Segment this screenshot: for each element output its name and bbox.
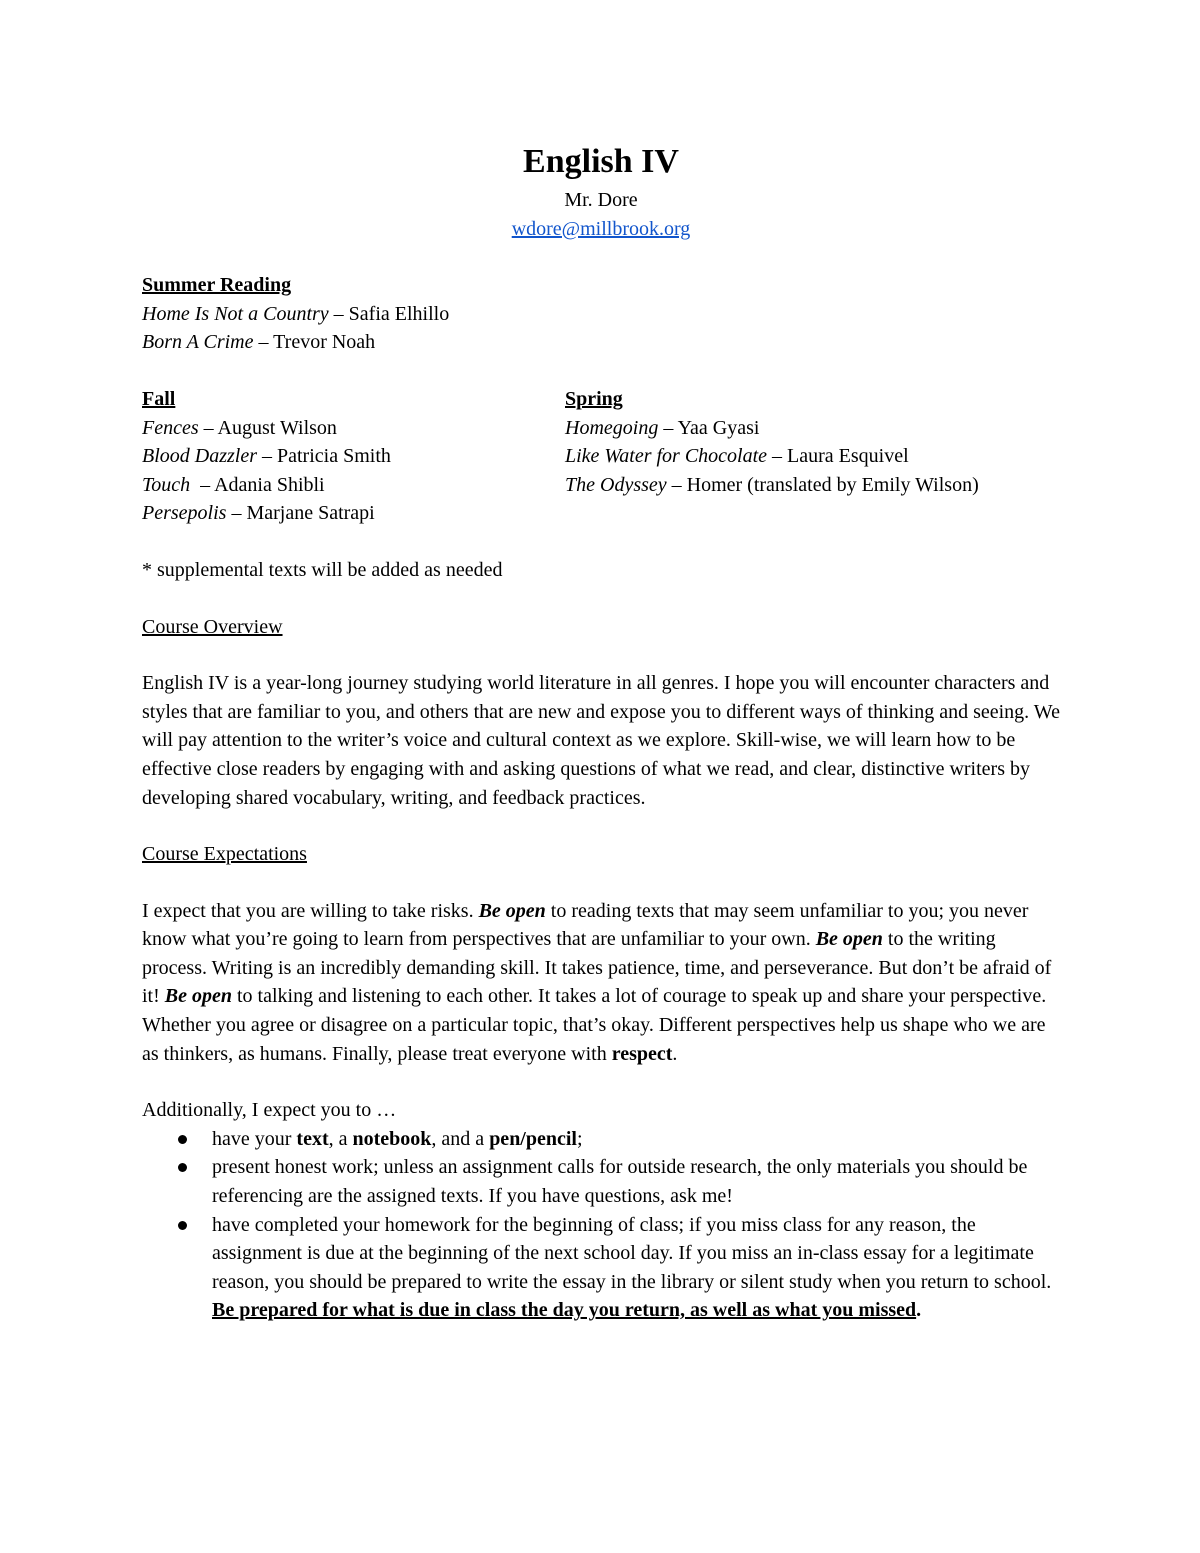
emphasis-notebook: notebook [352,1127,432,1150]
text-run: ; [576,1127,583,1150]
emphasis-be-prepared: Be prepared for what is due in class the day you return, as well as what you missed [212,1299,917,1322]
course-overview-body: English IV is a year-long journey studying world literature in all genres. I hope you will encounter characters and styles that are familiar to you, and others that are new and expose you to different ways of thinking and seeing. We will pay attention to the writer’s voice and cultural context as we explore. Skill-wise, we will learn how to be effective close readers by engaging with and asking questions of what we read, and clear, distinctive writers by developing shared vocabulary, writing, and feedback practices. [142,672,1060,809]
text-run: to the writing process. Writing is an incredibly demanding skill. It takes patience, time, and perseverance. But don’t be afraid of it! [142,928,1052,1008]
book-title: Touch [142,473,191,496]
text-run: . [672,1042,678,1065]
text-run: , a [328,1127,353,1150]
spring-section [565,385,1060,528]
author-name: Mr. Dore [564,189,638,211]
reading-item [565,471,1060,500]
emphasis-respect: respect [611,1042,673,1065]
book-author: – August Wilson [198,416,337,439]
course-expectations-heading: Course Expectations [142,843,307,866]
book-title: Blood Dazzler [142,445,257,468]
emphasis-pen-pencil: pen/pencil [489,1127,577,1150]
book-author: – Safia Elhillo [328,302,450,325]
book-title: Like Water for Chocolate [565,445,768,468]
course-overview-heading: Course Overview [142,615,283,638]
emphasis-be-open: Be open [478,899,546,922]
reading-item [142,328,1060,357]
additional-intro: Additionally, I expect you to … [142,1099,397,1122]
emphasis-text: text [296,1127,329,1150]
text-run: , and a [431,1127,490,1150]
list-item [142,1211,1060,1325]
book-author: – Trevor Noah [253,331,376,354]
list-item [142,1153,1060,1210]
reading-item [142,414,565,443]
book-author: – Laura Esquivel [767,445,909,468]
book-title: Home Is Not a Country [142,302,329,325]
bullet-icon [178,1221,187,1230]
text-run: . [916,1299,922,1322]
reading-item [142,300,1060,329]
list-item [142,1125,1060,1154]
bullet-icon [178,1135,187,1144]
book-author: – Yaa Gyasi [658,416,760,439]
book-author: – Marjane Satrapi [226,502,375,525]
reading-item [142,499,565,528]
fall-section [142,385,565,528]
text-run: have your [212,1127,297,1150]
book-title: The Odyssey [565,473,667,496]
reading-item [565,414,1060,443]
page-title: English IV [523,143,679,180]
fall-heading: Fall [142,387,176,410]
semester-reading-columns [142,385,1060,528]
reading-item [142,442,565,471]
course-expectations-section [142,840,1060,1325]
book-author: – Patricia Smith [257,445,391,468]
spring-heading: Spring [565,387,623,410]
text-run: to talking and listening to each other. It takes a lot of courage to speak up and share your perspective. Whether you agree or disagree on a particular topic, that’s okay. Different perspectives help us shape who we are as thinkers, as humans. Finally, please treat everyone with [142,985,1047,1065]
summer-reading-heading: Summer Reading [142,274,292,297]
book-title: Persepolis [142,502,227,525]
book-author: – Homer (translated by Emily Wilson) [666,473,979,496]
emphasis-be-open: Be open [164,985,232,1008]
header [142,0,1060,243]
book-title: Fences [142,416,199,439]
summer-reading-section [142,271,1060,357]
text-run: present honest work; unless an assignment calls for outside research, the only materials you should be referencing are the assigned texts. If you have questions, ask me! [212,1156,1028,1208]
text-run: I expect that you are willing to take risks. [142,899,479,922]
book-title: Born A Crime [142,331,254,354]
email-link[interactable]: wdore@millbrook.org [511,217,691,240]
reading-item [565,442,1060,471]
text-run: to reading texts that may seem unfamiliar to you; you never know what you’re going to learn from perspectives that are unfamiliar to your own. [142,899,1029,951]
bullet-icon [178,1163,187,1172]
expectations-list [142,1125,1060,1325]
text-run: have completed your homework for the beginning of class; if you miss class for any reason, the assignment is due at the beginning of the next school day. If you miss an in-class essay for a legitimate reason, you should be prepared to write the essay in the library or silent study when you return to school. [212,1213,1052,1293]
reading-item [142,471,565,500]
supplemental-note: * supplemental texts will be added as needed [142,558,503,581]
course-overview-section [142,613,1060,813]
emphasis-be-open: Be open [815,928,883,951]
book-author: – Adania Shibli [190,473,325,496]
book-title: Homegoing [565,416,659,439]
course-expectations-body [142,897,1060,1069]
